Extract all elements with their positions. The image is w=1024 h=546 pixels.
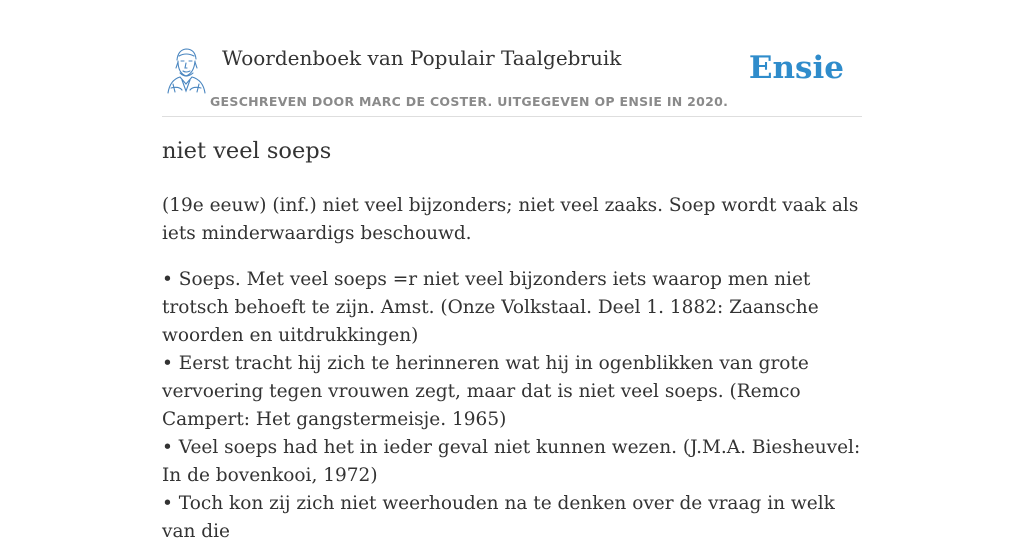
quote-list [162, 266, 862, 546]
quote-item: • Veel soeps had het in ieder geval niet kunnen wezen. (J.M.A. Biesheuvel: In de bovenkooi, 1972) [162, 437, 861, 486]
author-portrait-icon [164, 46, 208, 94]
byline: GESCHREVEN DOOR MARC DE COSTER. UITGEGEVEN OP ENSIE IN 2020. [210, 94, 729, 109]
header [162, 0, 862, 117]
book-title[interactable]: Woordenboek van Populair Taalgebruik [222, 46, 622, 70]
quote-item: • Eerst tracht hij zich te herinneren wat hij in ogenblikken van grote vervoering tegen vrouwen zegt, maar dat is niet veel soeps. (Remco Campert: Het gangstermeisje. 1965) [162, 353, 809, 430]
quote-item: • Toch kon zij zich niet weerhouden na te denken over de vraag in welk van die [162, 493, 835, 542]
quote-item: • Soeps. Met veel soeps =r niet veel bijzonders iets waarop men niet trotsch behoeft te zijn. Amst. (Onze Volkstaal. Deel 1. 1882: Zaansche woorden en uitdrukkingen) [162, 269, 819, 346]
ensie-logo[interactable]: Ensie [748, 50, 844, 86]
entry-definition: (19e eeuw) (inf.) niet veel bijzonders; niet veel zaaks. Soep wordt vaak als iets minderwaardigs beschouwd. [162, 195, 859, 244]
entry-term: niet veel soeps [162, 138, 332, 164]
entry-content [162, 192, 862, 546]
